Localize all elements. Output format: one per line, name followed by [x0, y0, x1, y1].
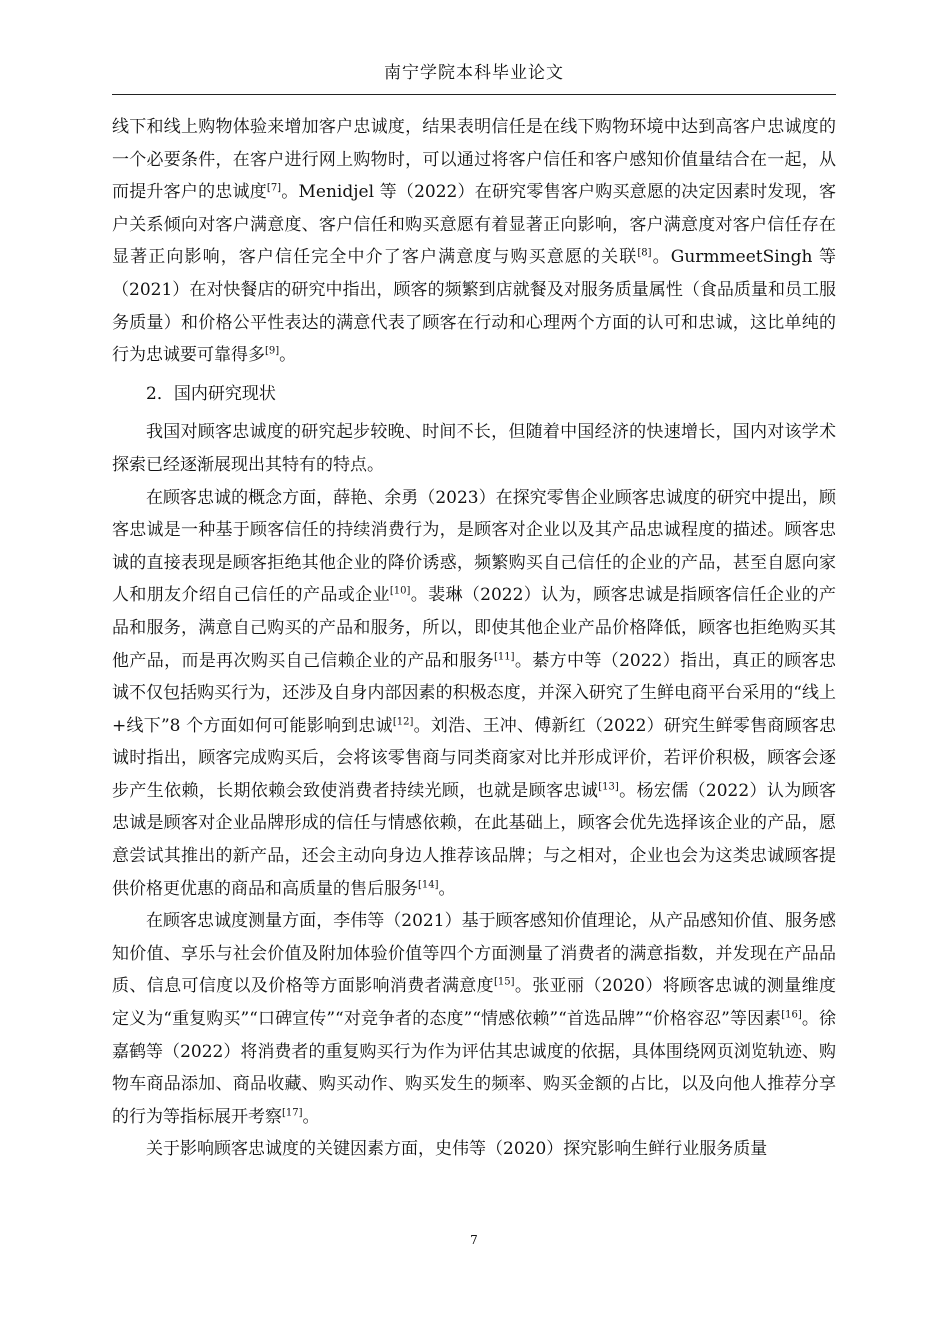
- citation-ref: [12]: [392, 716, 414, 728]
- text-run: 。綦方中等（2022）指出，真正的顾客忠诚不仅包括购买行为，还涉及自身内部因素的积极态度，并深入研究了生鲜电商平台采用的“线上+线下”8 个方面如何可能影响到忠诚: [112, 650, 837, 736]
- citation-ref: [17]: [282, 1107, 303, 1119]
- page-body: [112, 111, 836, 1166]
- text-run: 。杨宏儒（2022）认为顾客忠诚是顾客对企业品牌形成的信任与情感依赖，在此基础上，顾客会优先选择该企业的产品，愿意尝试其推出的新产品，还会主动向身边人推荐该品牌；与之相对，企业也会为这类忠诚顾客提供价格更优惠的商品和高质量的售后服务: [112, 780, 837, 899]
- text-run: 。: [302, 1106, 320, 1127]
- text-run: 在顾客忠诚度测量方面，李伟等（2021）基于顾客感知价值理论，从产品感知价值、服务感知价值、享乐与社会价值及附加体验价值等四个方面测量了消费者的满意指数，并发现在产品品质、信息可信度以及价格等方面影响消费者满意度: [112, 911, 836, 997]
- body-paragraph: [112, 111, 836, 372]
- text-run: 关于影响顾客忠诚度的关键因素方面，史伟等（2020）探究影响生鲜行业服务质量: [146, 1139, 768, 1160]
- citation-ref: [8]: [637, 247, 652, 259]
- text-run: 。张亚丽（2020）将顾客忠诚的测量维度定义为“重复购买”“口碑宣传”“对竞争者的态度”“情感依赖”“首选品牌”“价格容忍”等因素: [112, 976, 837, 1030]
- text-run: 。Menidjel 等（2022）在研究零售客户购买意愿的决定因素时发现，客户关系倾向对客户满意度、客户信任和购买意愿有着显著正向影响，客户满意度对客户信任存在显著正向影响，客户信任完全中介了客户满意度与购买意愿的关联: [112, 182, 837, 268]
- running-header: 南宁学院本科毕业论文: [384, 63, 564, 83]
- body-paragraph: [112, 905, 836, 1133]
- citation-ref: [7]: [266, 182, 282, 194]
- section-heading: [112, 378, 836, 411]
- text-run: 2．国内研究现状: [146, 383, 276, 404]
- text-run: 。刘浩、王冲、傅新红（2022）研究生鲜零售商顾客忠诚时指出，顾客完成购买后，会将该零售商与同类商家对比并形成评价，若评价积极，顾客会逐步产生依赖，长期依赖会致使消费者持续光顾，也就是顾客忠诚: [112, 715, 837, 801]
- page-number: 7: [470, 1233, 478, 1247]
- citation-ref: [16]: [781, 1009, 802, 1021]
- citation-ref: [10]: [389, 585, 411, 597]
- citation-ref: [9]: [265, 345, 280, 357]
- text-run: 我国对顾客忠诚度的研究起步较晚、时间不长，但随着中国经济的快速增长，国内对该学术探索已经逐渐展现出其特有的特点。: [112, 422, 836, 475]
- text-run: 。: [279, 345, 297, 366]
- body-paragraph: [112, 1133, 836, 1166]
- citation-ref: [13]: [598, 781, 619, 793]
- text-run: 在顾客忠诚的概念方面，薛艳、余勇（2023）在探究零售企业顾客忠诚度的研究中提出，顾客忠诚是一种基于顾客信任的持续消费行为，是顾客对企业以及其产品忠诚程度的描述。顾客忠诚的直接表现是顾客拒绝其他企业的降价诱惑，频繁购买自己信任的企业的产品，甚至自愿向家人和朋友介绍自己信任的产品或企业: [112, 487, 836, 606]
- citation-ref: [15]: [494, 976, 515, 988]
- body-paragraph: [112, 482, 836, 906]
- citation-ref: [11]: [494, 650, 515, 662]
- text-run: 。裴琳（2022）认为，顾客忠诚是指顾客信任企业的产品和服务，满意自己购买的产品和服务，所以，即使其他企业产品价格降低，顾客也拒绝购买其他产品，而是再次购买自己信赖企业的产品和服务: [112, 585, 836, 671]
- text-run: 。徐嘉鹤等（2022）将消费者的重复购买行为作为评估其忠诚度的依据，具体围绕网页浏览轨迹、购物车商品添加、商品收藏、购买动作、购买发生的频率、购买金额的占比，以及向他人推荐分享的行为等指标展开考察: [112, 1009, 836, 1127]
- text-run: 。GurmmeetSingh 等（2021）在对快餐店的研究中指出，顾客的频繁到店就餐及对服务质量属性（食品质量和员工服务质量）和价格公平性表达的满意代表了顾客在行动和心理两个方面的认可和忠诚，这比单纯的行为忠诚要可靠得多: [112, 247, 836, 366]
- citation-ref: [14]: [418, 879, 439, 890]
- header-divider: [112, 94, 836, 95]
- text-run: 。: [438, 878, 456, 899]
- body-paragraph: [112, 416, 836, 481]
- text-run: 线下和线上购物体验来增加客户忠诚度，结果表明信任是在线下购物环境中达到高客户忠诚度的一个必要条件，在客户进行网上购物时，可以通过将客户信任和客户感知价值量结合在一起，从而提升客户的忠诚度: [112, 117, 836, 203]
